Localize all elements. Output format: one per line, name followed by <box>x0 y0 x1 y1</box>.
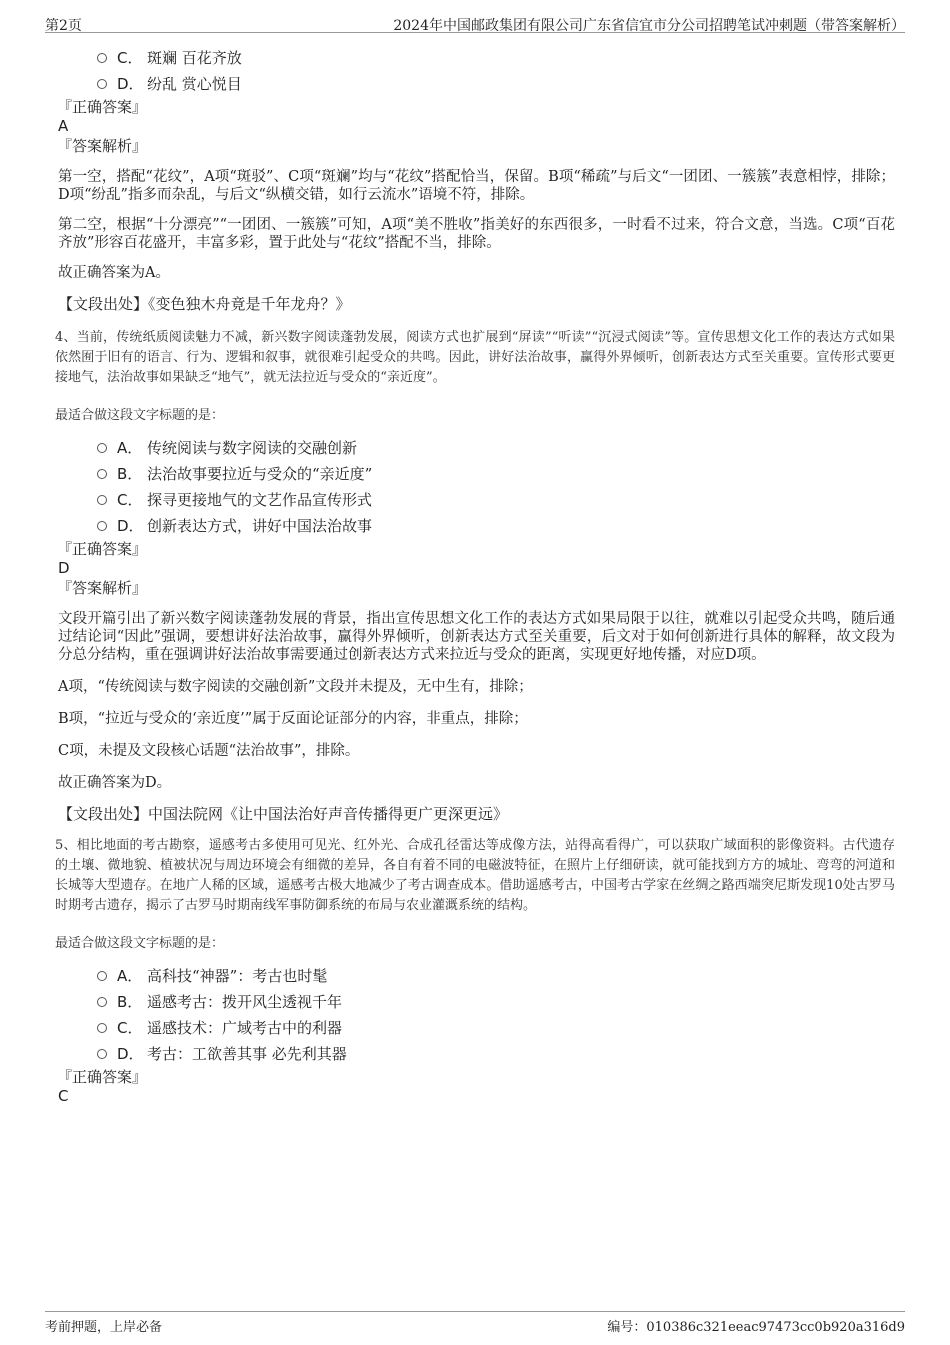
question-prompt: 最适合做这段文字标题的是： <box>55 936 225 951</box>
radio-icon[interactable] <box>97 997 107 1007</box>
question-prompt: 最适合做这段文字标题的是： <box>55 408 225 423</box>
answer-heading: 『正确答案』 <box>57 98 148 116</box>
radio-icon[interactable] <box>97 1049 107 1059</box>
q5-option-d[interactable]: D． 考古：工欲善其事 必先利其器 <box>97 1041 895 1067</box>
analysis-paragraph: C项，未提及文段核心话题“法治故事”，排除。 <box>58 743 360 759</box>
radio-icon[interactable] <box>97 521 107 531</box>
q4-option-c[interactable]: C． 探寻更接地气的文艺作品宣传形式 <box>97 487 895 513</box>
analysis-conclusion: 故正确答案为D。 <box>58 775 172 791</box>
document-id: 编号：010386c321eeac97473cc0b920a316d9 <box>607 1320 905 1335</box>
q4-option-a[interactable]: A． 传统阅读与数字阅读的交融创新 <box>97 435 895 461</box>
source-citation: 【文段出处】中国法院网《让中国法治好声音传播得更广更深更远》 <box>58 805 509 823</box>
footer-slogan: 考前押题，上岸必备 <box>45 1320 163 1335</box>
document-content <box>55 45 895 1106</box>
analysis-paragraph: 第一空，搭配“花纹”，A项“斑驳”、C项“斑斓”均与“花纹”搭配恰当，保留。B项“稀疏”与后文“一团团、一簇簇”表意相悖，排除；D项“纷乱”指多而杂乱，与后文“纵横交错，如行云流水”语境不符，排除。 <box>58 169 895 203</box>
radio-icon[interactable] <box>97 443 107 453</box>
question-text: 5、相比地面的考古勘察，遥感考古多使用可见光、红外光、合成孔径雷达等成像方法，站得高看得广，可以获取广域面积的影像资料。古代遗存的土壤、微地貌、植被状况与周边环境会有细微的差异，各自有着不同的电磁波特征，在照片上仔细研读，就可能找到方方的城址、弯弯的河道和长城等大型遗存。在地广人稀的区域，遥感考古极大地减少了考古调查成本。借助遥感考古，中国考古学家在丝绸之路西端突尼斯发现10处古罗马时期考古遗存，揭示了古罗马时期南线军事防御系统的布局与农业灌溉系统的结构。 <box>55 838 895 913</box>
analysis-paragraph: 第二空，根据“十分漂亮”“一团团、一簇簇”可知，A项“美不胜收”指美好的东西很多，一时看不过来，符合文意，当选。C项“百花齐放”形容百花盛开，丰富多彩，置于此处与“花纹”搭配不当，排除。 <box>58 217 895 251</box>
radio-icon[interactable] <box>97 971 107 981</box>
document-title: 2024年中国邮政集团有限公司广东省信宜市分公司招聘笔试冲刺题（带答案解析） <box>393 18 905 34</box>
question-text: 4、当前，传统纸质阅读魅力不减，新兴数字阅读蓬勃发展，阅读方式也扩展到“屏读”“听读”“沉浸式阅读”等。宣传思想文化工作的表达方式如果依然囿于旧有的语言、行为、逻辑和叙事，就很难引起受众的共鸣。因此，讲好法治故事，赢得外界倾听，创新表达方式至关重要。宣传形式要更接地气，法治故事如果缺乏“地气”，就无法拉近与受众的“亲近度”。 <box>55 330 895 385</box>
q3-options <box>97 45 895 97</box>
q4-options <box>97 435 895 539</box>
q5-option-b[interactable]: B． 遥感考古：拨开风尘透视千年 <box>97 989 895 1015</box>
analysis-heading: 『答案解析』 <box>57 137 148 155</box>
analysis-heading: 『答案解析』 <box>57 579 148 597</box>
q4-option-b[interactable]: B． 法治故事要拉近与受众的“亲近度” <box>97 461 895 487</box>
source-citation: 【文段出处】《变色独木舟竟是千年龙舟？》 <box>58 295 351 313</box>
q3-option-c[interactable]: C． 斑斓 百花齐放 <box>97 45 895 71</box>
answer-heading: 『正确答案』 <box>57 1068 148 1086</box>
correct-answer: A <box>58 117 69 135</box>
radio-icon[interactable] <box>97 79 107 89</box>
correct-answer: D <box>58 559 70 577</box>
q4-option-d[interactable]: D． 创新表达方式，讲好中国法治故事 <box>97 513 895 539</box>
radio-icon[interactable] <box>97 53 107 63</box>
q5-option-a[interactable]: A． 高科技“神器”：考古也时髦 <box>97 963 895 989</box>
q5-options <box>97 963 895 1067</box>
page-number: 第2页 <box>45 18 82 34</box>
analysis-conclusion: 故正确答案为A。 <box>58 265 170 281</box>
radio-icon[interactable] <box>97 469 107 479</box>
page-header <box>45 12 905 33</box>
analysis-paragraph: 文段开篇引出了新兴数字阅读蓬勃发展的背景，指出宣传思想文化工作的表达方式如果局限于以往，就难以引起受众共鸣，随后通过结论词“因此”强调，要想讲好法治故事，赢得外界倾听，创新表达方式至关重要，后文对于如何创新进行具体的解释，故文段为分总分结构，重在强调讲好法治故事需要通过创新表达方式来拉近与受众的距离，实现更好地传播，对应D项。 <box>58 611 895 663</box>
radio-icon[interactable] <box>97 495 107 505</box>
answer-heading: 『正确答案』 <box>57 540 148 558</box>
page-footer <box>45 1311 905 1336</box>
analysis-paragraph: B项，“拉近与受众的‘亲近度’”属于反面论证部分的内容，非重点，排除； <box>58 711 528 727</box>
radio-icon[interactable] <box>97 1023 107 1033</box>
analysis-paragraph: A项，“传统阅读与数字阅读的交融创新”文段并未提及，无中生有，排除； <box>58 679 533 695</box>
correct-answer: C <box>58 1087 69 1105</box>
q3-option-d[interactable]: D． 纷乱 赏心悦目 <box>97 71 895 97</box>
q5-option-c[interactable]: C． 遥感技术：广域考古中的利器 <box>97 1015 895 1041</box>
